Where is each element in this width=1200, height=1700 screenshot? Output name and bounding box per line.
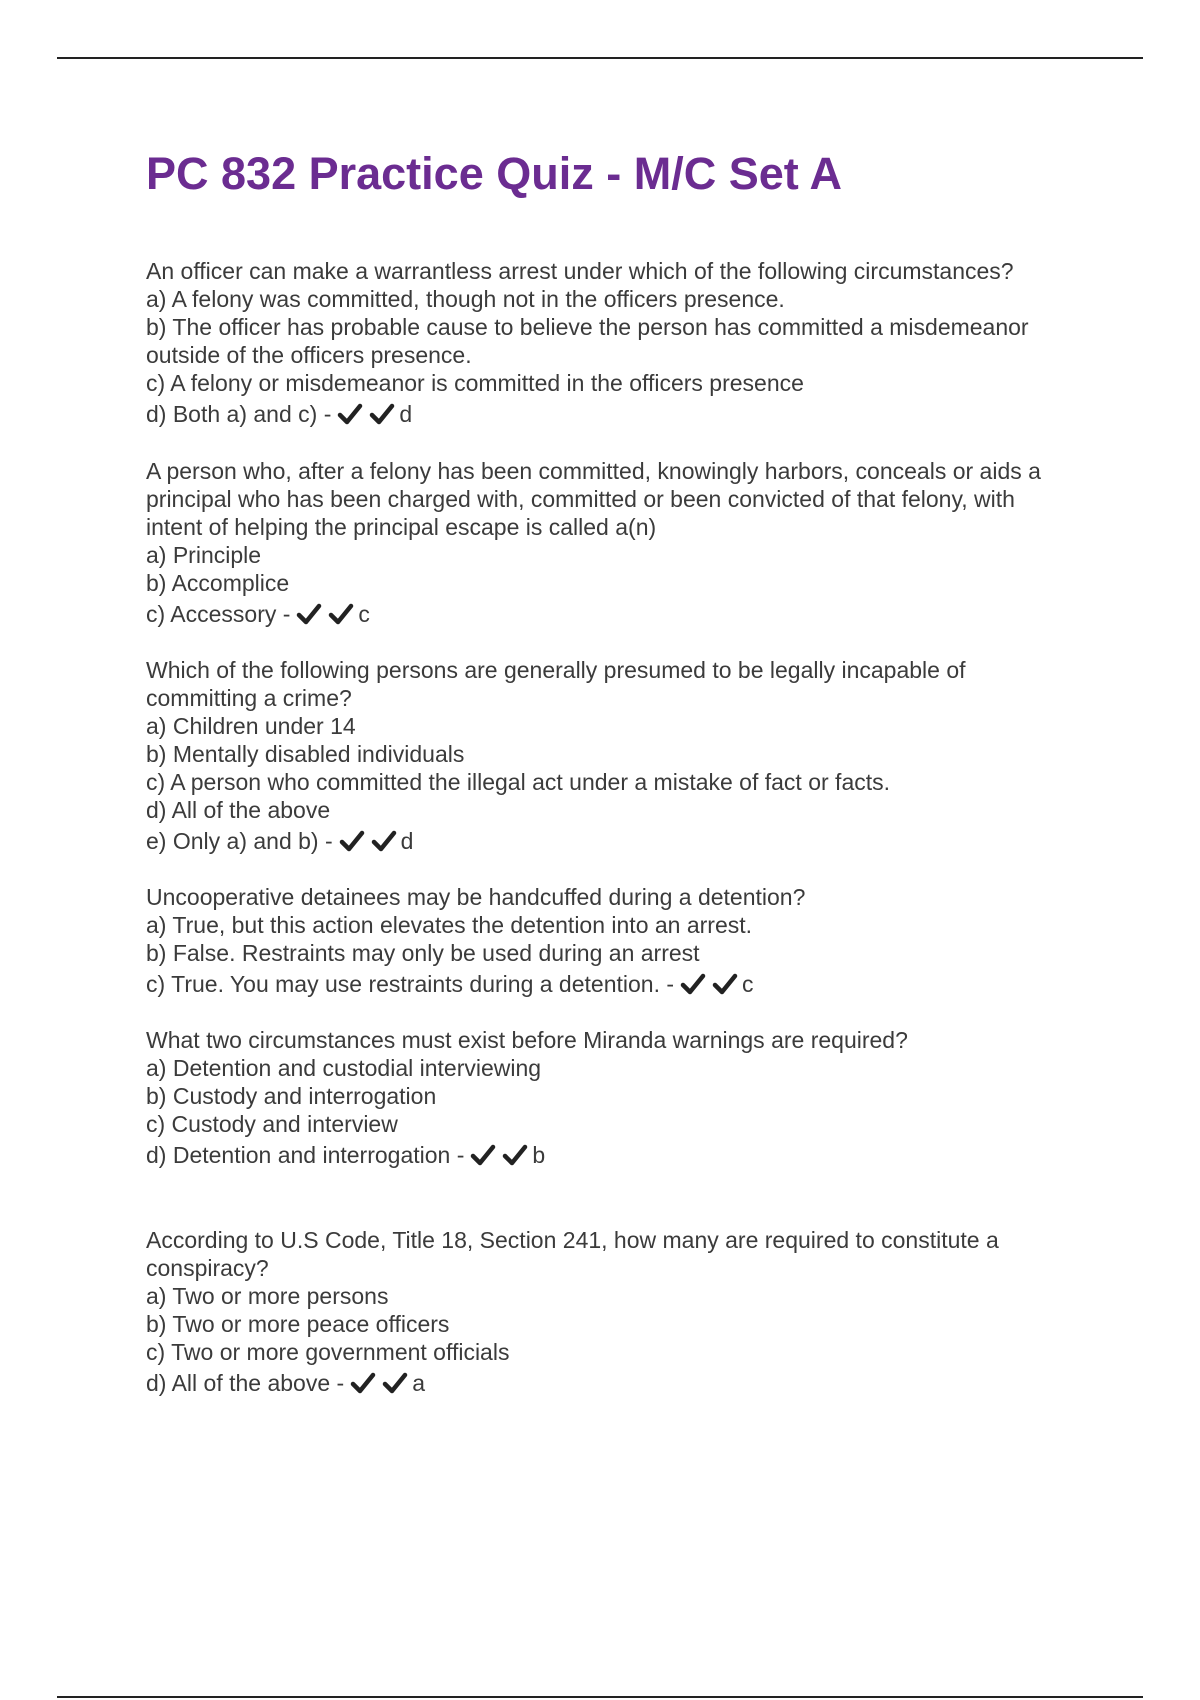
check-icon [339,829,365,853]
question-prompt: According to U.S Code, Title 18, Section 241, how many are required to constitute a [146,1227,999,1253]
question-prompt: What two circumstances must exist before Miranda warnings are required? [146,1027,908,1053]
question-prompt: committing a crime? [146,685,352,711]
final-option: e) Only a) and b) - [146,827,333,854]
question-prompt: Which of the following persons are generally presumed to be legally incapable of [146,657,966,683]
question-4 [146,883,1106,1000]
question-prompt: conspiracy? [146,1255,269,1281]
answer-key: a [412,1369,425,1396]
answer-line [146,1138,1106,1171]
option-line: b) The officer has probable cause to believe the person has committed a misdemeanor [146,314,1029,340]
check-icon [369,402,395,426]
answer-line [146,824,1106,857]
question-prompt: principal who has been charged with, committed or been convicted of that felony, with [146,486,1015,512]
final-option: c) True. You may use restraints during a detention. - [146,970,675,997]
option-line: c) A person who committed the illegal act under a mistake of fact or facts. [146,769,891,795]
question-prompt: intent of helping the principal escape is called a(n) [146,514,657,540]
page-title: PC 832 Practice Quiz - M/C Set A [146,148,843,199]
option-line: b) False. Restraints may only be used during an arrest [146,940,700,966]
option-line: b) Two or more peace officers [146,1311,450,1337]
answer-key: d [399,400,413,427]
option-line: c) Custody and interview [146,1111,398,1137]
final-option: d) Detention and interrogation - [146,1141,465,1168]
option-line: a) Children under 14 [146,713,356,739]
answer-line [146,967,1106,1000]
check-icon [680,972,706,996]
question-prompt: A person who, after a felony has been committed, knowingly harbors, conceals or aids a [146,458,1041,484]
answer-line [146,397,1106,430]
question-prompt: An officer can make a warrantless arrest under which of the following circumstances? [146,258,1014,284]
question-prompt: Uncooperative detainees may be handcuffed during a detention? [146,884,806,910]
answer-key: d [400,827,414,854]
option-line: d) All of the above [146,797,331,823]
option-line: b) Mentally disabled individuals [146,741,465,767]
option-line: a) Two or more persons [146,1283,389,1309]
option-line: a) True, but this action elevates the detention into an arrest. [146,912,753,938]
option-line: c) Two or more government officials [146,1339,510,1365]
option-line: outside of the officers presence. [146,342,472,368]
check-icon [502,1143,528,1167]
option-line: a) A felony was committed, though not in the officers presence. [146,286,785,312]
check-icon [470,1143,496,1167]
final-option: d) All of the above - [146,1369,345,1396]
final-option: c) Accessory - [146,600,291,627]
option-line: a) Principle [146,542,262,568]
option-line: b) Custody and interrogation [146,1083,437,1109]
answer-line [146,597,1106,630]
check-icon [350,1371,376,1395]
answer-key: c [358,600,370,627]
check-icon [296,602,322,626]
question-1 [146,257,1106,430]
option-line: a) Detention and custodial interviewing [146,1055,542,1081]
option-line: c) A felony or misdemeanor is committed in the officers presence [146,370,804,396]
question-3 [146,656,1106,857]
check-icon [328,602,354,626]
top-rule [57,57,1143,59]
check-icon [382,1371,408,1395]
check-icon [371,829,397,853]
final-option: d) Both a) and c) - [146,400,332,427]
check-icon [712,972,738,996]
answer-key: b [532,1141,546,1168]
check-icon [337,402,363,426]
answer-key: c [742,970,754,997]
bottom-rule [57,1696,1143,1698]
question-6 [146,1226,1106,1399]
answer-line [146,1366,1106,1399]
question-5 [146,1026,1106,1171]
option-line: b) Accomplice [146,570,290,596]
question-2 [146,457,1106,630]
